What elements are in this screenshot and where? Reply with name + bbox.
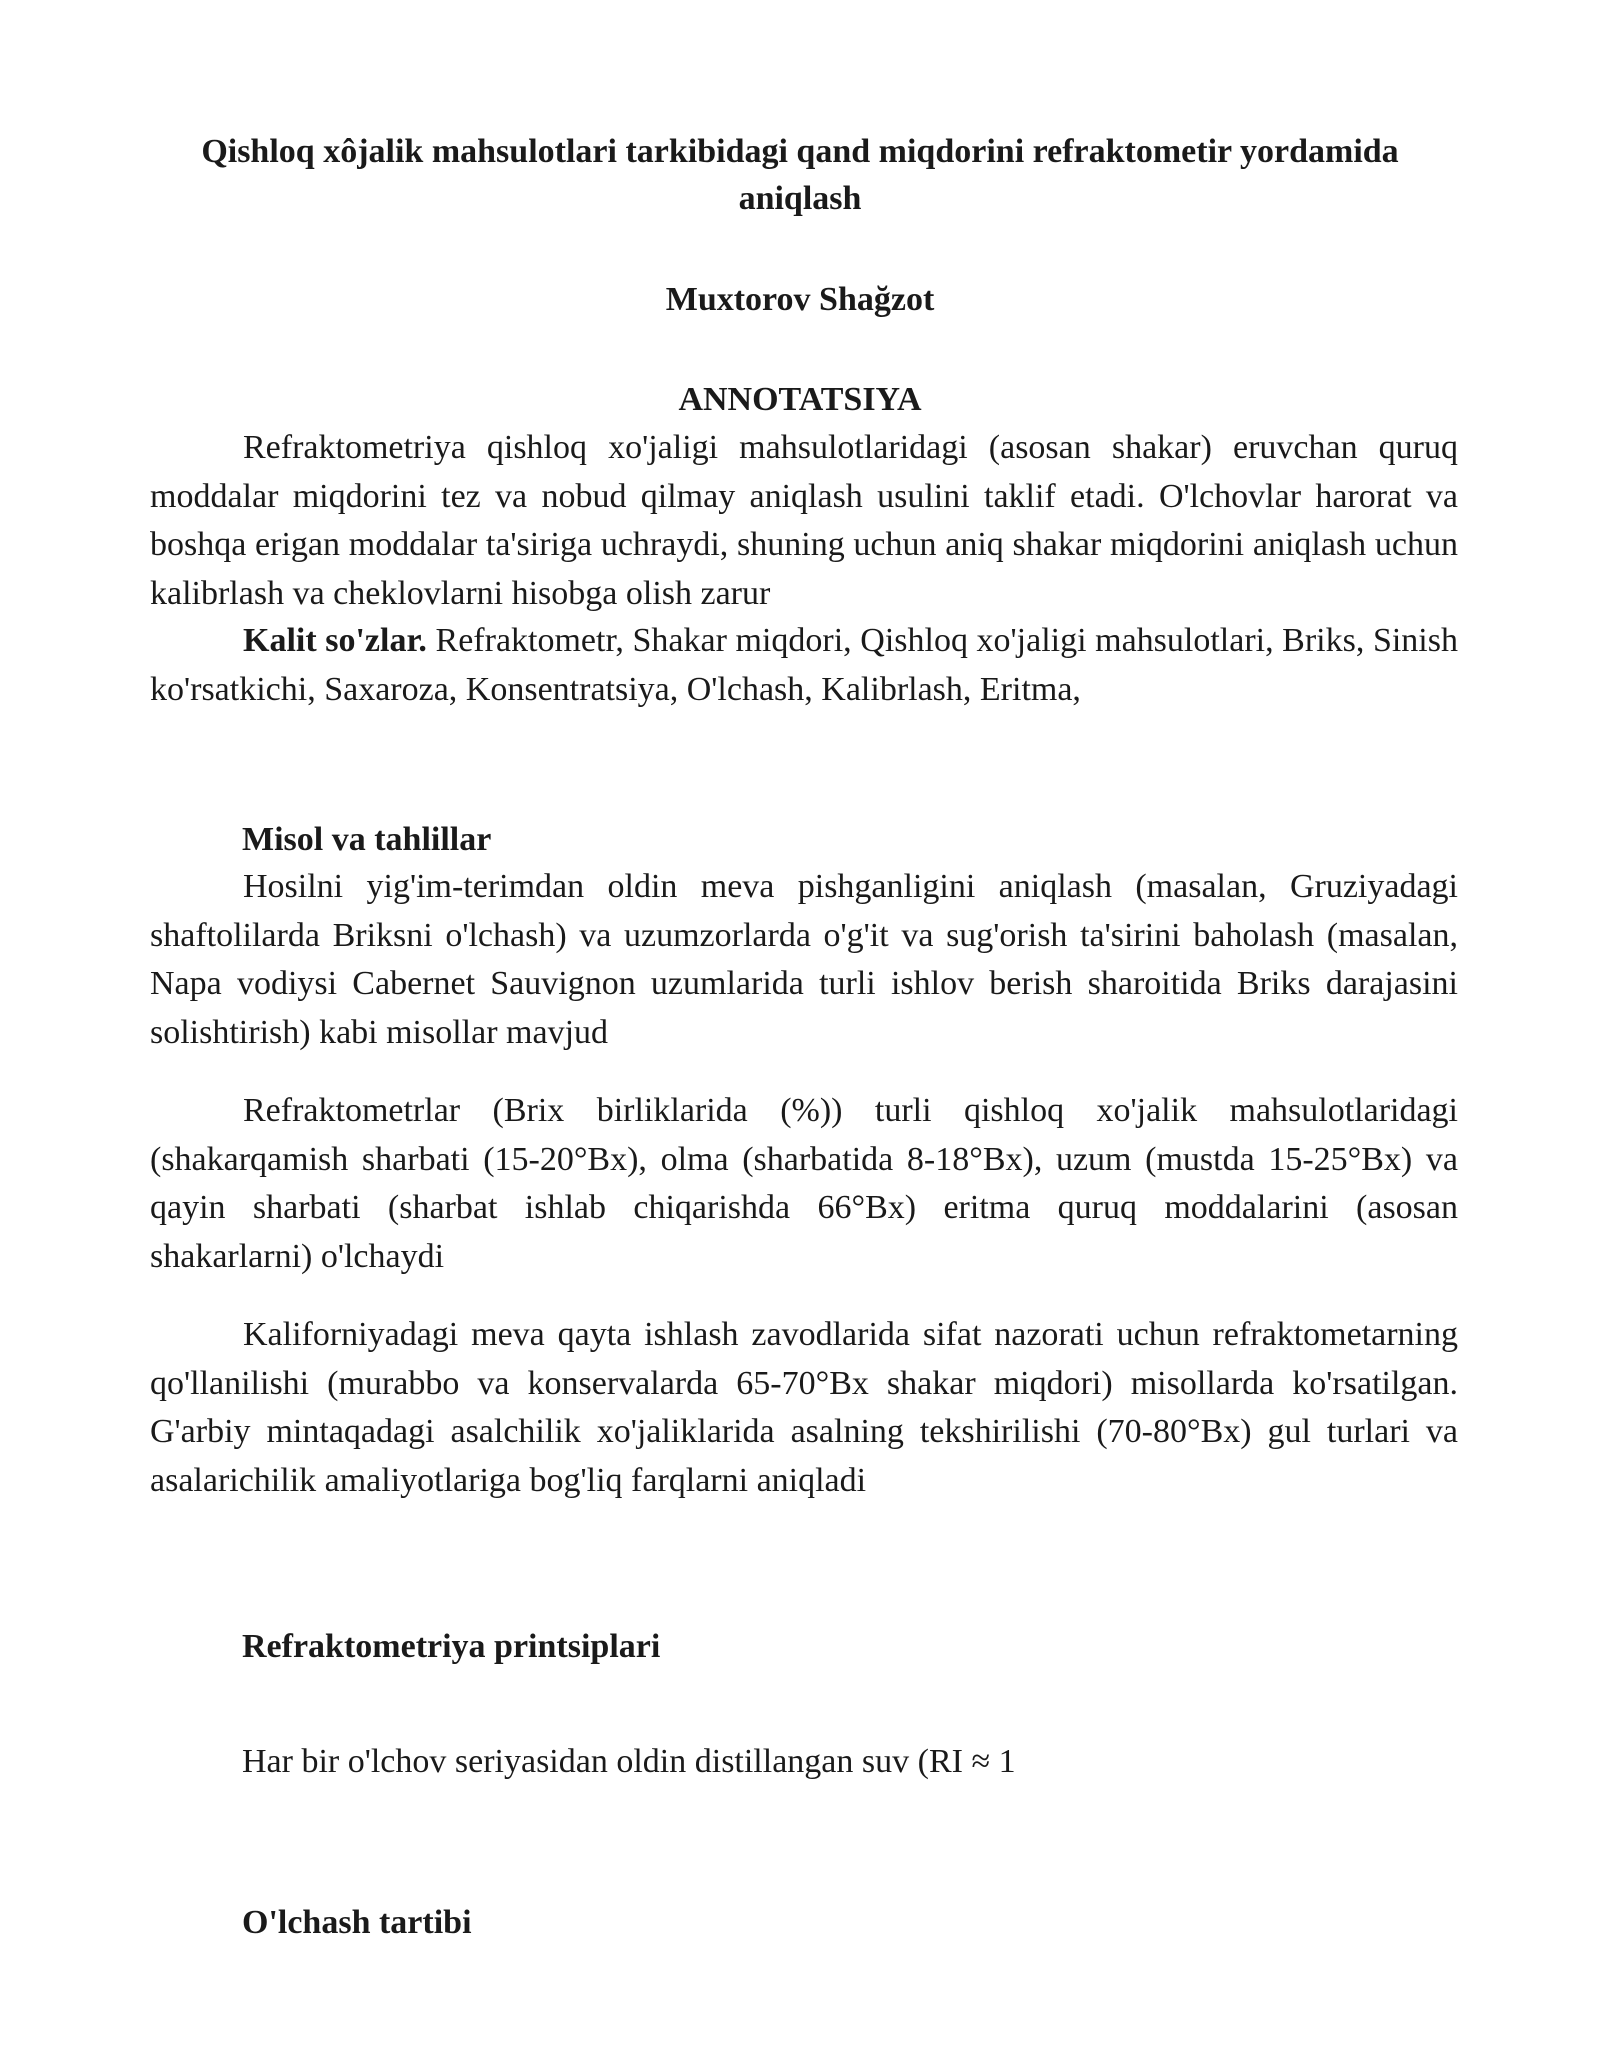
examples-paragraph-3: Kaliforniyadagi meva qayta ishlash zavodlarida sifat nazorati uchun refraktometarning qo'llanilishi (murabbo va konservalarda 65-70°Bx shakar miqdori) misollarda ko'rsatilgan. G'arbiy mintaqadagi asalchilik xo'jaliklarida asalning tekshirilishi (70-80°Bx) gul turlari va asalarichilik amaliyotlariga bog'liq farqlarni aniqladi — [150, 1316, 1458, 1499]
section-heading-principles: Refraktometriya printsiplari — [242, 1628, 661, 1665]
keywords-text: Refraktometr, Shakar miqdori, Qishloq xo'jaligi mahsulotlari, Briks, Sinish ko'rsatkichi, Saxaroza, Konsentratsiya, O'lchash, Kalibrlash, Eritma, — [150, 622, 1458, 708]
examples-paragraph-1: Hosilni yig'im-terimdan oldin meva pishganligini aniqlash (masalan, Gruziyadagi shaftolilarda Briksni o'lchash) va uzumzorlarda o'g'it va sug'orish ta'sirini baholash (masalan, Napa vodiysi Cabernet Sauvignon uzumlarida turli ishlov berish sharoitida Briks darajasini solishtirish) kabi misollar mavjud — [150, 868, 1458, 1051]
annotation-heading: ANNOTATSIYA — [678, 381, 922, 418]
keywords-label: Kalit so'zlar. — [243, 622, 427, 659]
annotation-paragraph: Refraktometriya qishloq xo'jaligi mahsulotlaridagi (asosan shakar) eruvchan quruq moddalar miqdorini tez va nobud qilmay aniqlash usulini taklif etadi. O'lchovlar harorat va boshqa erigan moddalar ta'siriga uchraydi, shuning uchun aniq shakar miqdorini aniqlash uchun kalibrlash va cheklovlarni hisobga olish zarur — [150, 429, 1458, 612]
keywords-paragraph — [150, 617, 1458, 714]
author-name: Muxtorov Shağzot — [665, 281, 935, 318]
section-heading-examples: Misol va tahlillar — [242, 821, 492, 858]
principles-paragraph: Har bir o'lchov seriyasidan oldin distillangan suv (RI ≈ 1 — [242, 1743, 1016, 1780]
document-title: Qishloq xôjalik mahsulotlari tarkibidagi qand miqdorini refraktometir yordamida aniqlash — [201, 133, 1399, 217]
examples-paragraph-2: Refraktometrlar (Brix birliklarida (%)) turli qishloq xo'jalik mahsulotlaridagi (shakarqamish sharbati (15-20°Bx), olma (sharbatida 8-18°Bx), uzum (mustda 15-25°Bx) va qayin sharbati (sharbat ishlab chiqarishda 66°Bx) eritma quruq moddalarini (asosan shakarlarni) o'lchaydi — [150, 1092, 1458, 1275]
section-heading-procedure: O'lchash tartibi — [242, 1904, 472, 1941]
